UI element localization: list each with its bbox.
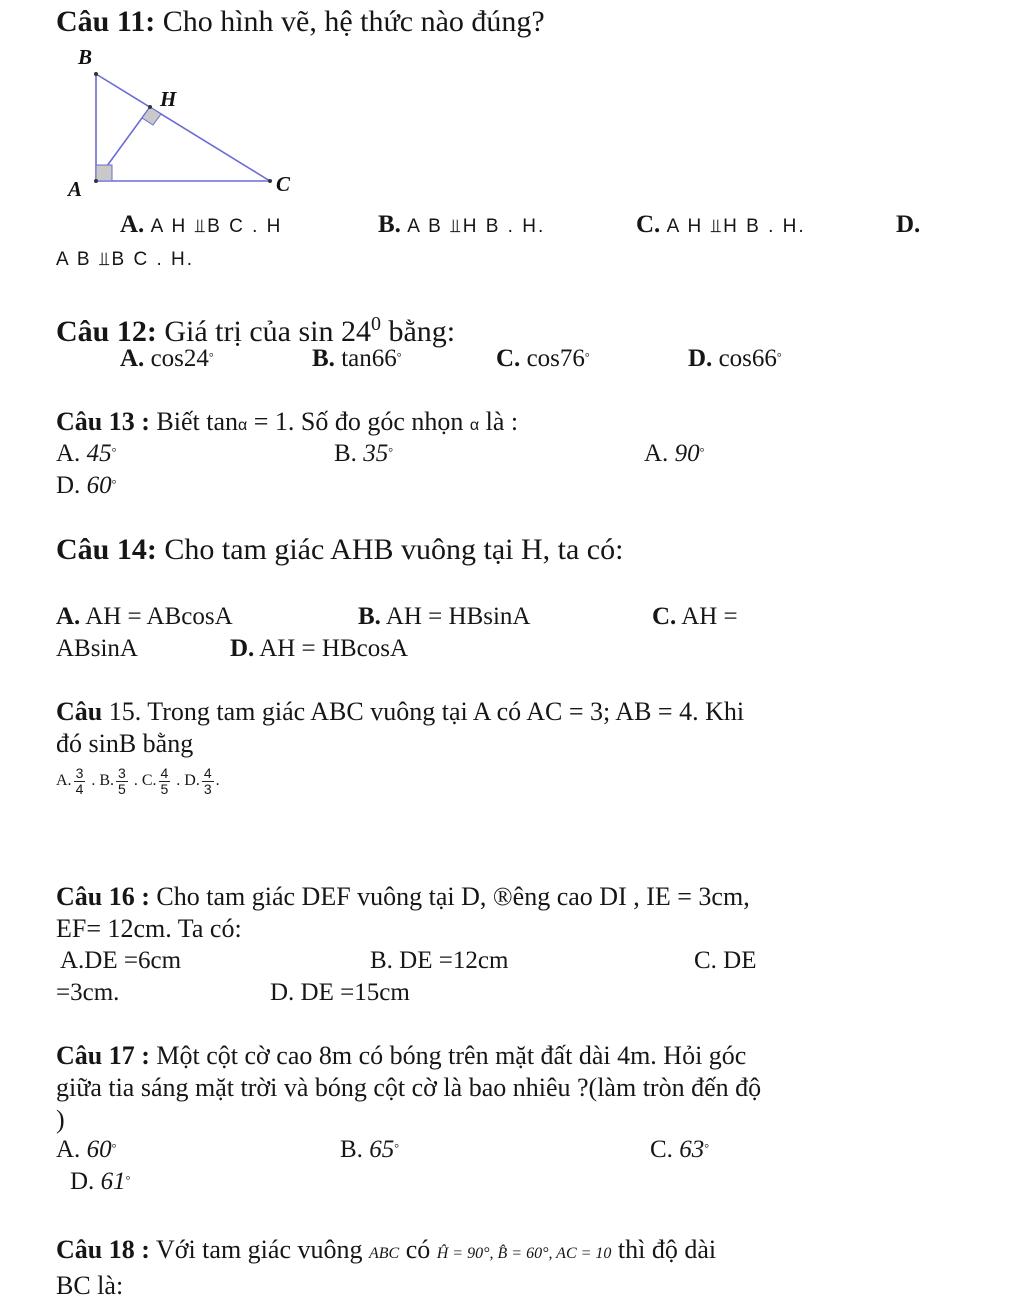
option-letter: . C. — [133, 772, 157, 790]
triangle-figure — [56, 44, 316, 204]
q12-option-d[interactable] — [688, 344, 782, 374]
question-label: Câu 12: — [56, 315, 157, 348]
triangle-name: ABC — [368, 1245, 400, 1262]
q11-option-b[interactable] — [378, 210, 545, 242]
q15-options — [56, 766, 220, 797]
point-b — [94, 72, 98, 76]
degree-sign: ° — [704, 1141, 709, 1155]
point-c — [268, 179, 272, 183]
option-text: A H ⫫H B . H. — [666, 216, 806, 237]
question-label: Câu — [56, 697, 103, 726]
option-value: 45 — [86, 440, 112, 467]
right-angle-mark-h — [142, 107, 161, 125]
option-value: 35 — [363, 440, 389, 467]
option-text: cos24 — [150, 345, 209, 372]
option-letter: C. — [636, 211, 661, 238]
option-letter: A. — [56, 772, 72, 790]
degree-sign: ° — [776, 350, 782, 364]
option-letter: . B. — [91, 772, 115, 790]
question-text: 15. Trong tam giác ABC vuông tại A có AC = 3; AB = 4. Khi — [108, 697, 745, 726]
q17-option-c[interactable] — [650, 1135, 709, 1165]
q16-option-c[interactable] — [694, 946, 757, 976]
option-text: A H ⫫B C . H — [150, 216, 283, 237]
option-letter: A. — [120, 211, 145, 238]
point-a — [94, 179, 98, 183]
option-letter: B. — [358, 603, 381, 630]
option-text: D. DE =15cm — [270, 979, 410, 1006]
option-text: =3cm. — [56, 979, 120, 1006]
option-text: A B ⫫B C . H. — [56, 249, 195, 270]
option-letter: C. — [496, 345, 521, 372]
q14-option-c[interactable] — [652, 602, 738, 632]
degree-sign: ° — [584, 350, 590, 364]
option-text: B. DE =12cm — [370, 947, 509, 974]
option-text: cos76 — [526, 345, 585, 372]
option-text: C. DE — [694, 947, 757, 974]
option-letter: B. — [312, 345, 335, 372]
q16-option-c-cont[interactable] — [56, 978, 119, 1008]
option-text: A B ⫫H B . H. — [407, 216, 546, 237]
q11-option-a[interactable] — [120, 210, 282, 242]
expression-sup: 0 — [370, 313, 381, 335]
denominator: 5 — [118, 781, 126, 797]
option-letter: D. — [70, 1168, 95, 1195]
degree-sign: ° — [699, 445, 705, 459]
question-text: Biết tan — [156, 407, 238, 436]
fraction — [74, 766, 86, 797]
q15-option-c[interactable] — [133, 765, 172, 797]
option-letter: A. — [56, 440, 81, 467]
option-value: 90 — [674, 440, 700, 467]
end-period: . — [215, 772, 220, 790]
option-text: tan66 — [341, 345, 397, 372]
q13-option-2[interactable] — [334, 439, 393, 469]
question-13 — [56, 406, 984, 442]
q11-option-d[interactable] — [56, 243, 194, 275]
question-14 — [56, 532, 984, 568]
question-text: Với tam giác vuông — [155, 1235, 363, 1264]
question-text: Cho tam giác DEF vuông tại D, ®êng cao DI , IE = 3cm, — [156, 882, 750, 911]
question-text-line3: ) — [56, 1105, 65, 1134]
right-angle-mark-a — [96, 165, 112, 181]
option-text: A.DE =6cm — [60, 947, 182, 974]
condition: Ĥ = 90°, B̂ = 60°, AC = 10 — [436, 1245, 612, 1262]
option-text: ABsinA — [56, 635, 138, 662]
option-text: cos66 — [718, 345, 777, 372]
q12-option-c[interactable] — [496, 344, 590, 374]
question-text: Cho hình vẽ, hệ thức nào đúng? — [162, 5, 545, 38]
question-text-line2: EF= 12cm. Ta có: — [56, 914, 242, 943]
question-18 — [56, 1234, 984, 1302]
fraction — [202, 766, 214, 797]
denominator: 3 — [203, 781, 212, 797]
option-text: AH = HBsinA — [385, 603, 531, 630]
numerator: 4 — [160, 765, 169, 781]
degree-sign: ° — [388, 445, 393, 459]
question-text-mid: có — [405, 1235, 431, 1264]
option-letter: C. — [650, 1136, 673, 1163]
q16-option-d[interactable] — [270, 978, 410, 1008]
question-text-mid: = 1. Số đo góc nhọn — [253, 407, 464, 436]
option-letter: A. — [56, 603, 81, 630]
question-text-end: thì độ dài — [617, 1235, 717, 1264]
label-a: A — [68, 177, 83, 201]
degree-sign: ° — [111, 1141, 117, 1155]
option-value: 60 — [86, 472, 112, 499]
alpha-symbol: α — [469, 417, 480, 434]
question-text: Giá trị của sin — [164, 315, 334, 348]
q11-option-c[interactable] — [636, 210, 806, 242]
point-h — [148, 105, 152, 109]
option-text: AH = ABcosA — [85, 603, 233, 630]
q17-option-d[interactable] — [70, 1167, 130, 1197]
denominator: 4 — [75, 781, 84, 797]
question-label: Câu 13 : — [56, 407, 150, 436]
q17-option-b[interactable] — [340, 1135, 399, 1165]
q14-option-a[interactable] — [56, 602, 233, 632]
option-value: 60 — [86, 1136, 112, 1163]
q16-option-a[interactable] — [60, 946, 181, 976]
degree-sign: ° — [111, 445, 117, 459]
label-b: B — [78, 45, 93, 69]
q13-option-4[interactable] — [56, 471, 116, 501]
label-h: H — [160, 87, 177, 111]
option-text: AH = HBcosA — [259, 635, 409, 662]
option-letter: D. — [56, 472, 81, 499]
label-c: C — [276, 172, 291, 196]
degree-sign: ° — [394, 1141, 399, 1155]
question-label: Câu 18 : — [56, 1235, 150, 1264]
denominator: 5 — [160, 781, 169, 797]
option-letter: . D. — [176, 772, 200, 790]
option-letter: A. — [56, 1136, 81, 1163]
question-17 — [56, 1040, 984, 1136]
question-label: Câu 14: — [56, 533, 157, 566]
question-label: Câu 11: — [56, 5, 156, 38]
option-letter: B. — [334, 440, 357, 467]
expression-base: 24 — [340, 315, 371, 348]
degree-sign: ° — [208, 350, 214, 364]
option-letter: A. — [644, 440, 669, 467]
question-16 — [56, 881, 984, 945]
q17-option-a[interactable] — [56, 1135, 116, 1165]
question-text-end: là : — [485, 407, 519, 436]
option-value: 61 — [100, 1168, 126, 1195]
numerator: 3 — [75, 765, 84, 781]
q12-option-a[interactable] — [120, 344, 214, 374]
q15-option-a[interactable] — [56, 765, 87, 797]
numerator: 4 — [203, 765, 212, 781]
q11-option-d-letter[interactable] — [896, 210, 920, 240]
question-text: Cho tam giác AHB vuông tại H, ta có: — [164, 533, 624, 566]
side-bc — [96, 74, 270, 181]
q13-option-3[interactable] — [644, 439, 704, 469]
q13-option-1[interactable] — [56, 439, 116, 469]
question-text-line2: giữa tia sáng mặt trời và bóng cột cờ là bao nhiêu ?(làm tròn đến độ — [56, 1073, 762, 1102]
option-letter: B. — [378, 211, 401, 238]
option-letter: A. — [120, 345, 145, 372]
fraction — [116, 766, 128, 797]
alpha-symbol: α — [238, 417, 248, 434]
q14-option-c-cont[interactable] — [56, 634, 138, 664]
option-value: 63 — [679, 1136, 705, 1163]
q15-option-b[interactable] — [91, 765, 129, 797]
option-letter: D. — [688, 345, 713, 372]
q16-option-b[interactable] — [370, 946, 508, 976]
q12-option-b[interactable] — [312, 344, 402, 374]
question-label: Câu 16 : — [56, 882, 150, 911]
question-11 — [56, 4, 984, 40]
degree-sign: ° — [111, 477, 117, 491]
q14-option-b[interactable] — [358, 602, 530, 632]
option-letter: C. — [652, 603, 677, 630]
question-text-line2: BC là: — [56, 1271, 124, 1300]
numerator: 3 — [118, 765, 126, 781]
question-15 — [56, 696, 984, 760]
q15-option-d[interactable] — [176, 765, 215, 797]
option-text: AH = — [681, 603, 738, 630]
fraction — [159, 766, 171, 797]
option-letter: D. — [896, 211, 921, 238]
question-text-after: bằng: — [388, 315, 456, 348]
q14-option-d[interactable] — [230, 634, 408, 664]
question-text: Một cột cờ cao 8m có bóng trên mặt đất dài 4m. Hỏi góc — [156, 1041, 747, 1070]
option-letter: B. — [340, 1136, 363, 1163]
degree-sign: ° — [396, 350, 402, 364]
question-text-line2: đó sinB bằng — [56, 729, 194, 758]
question-label: Câu 17 : — [56, 1041, 150, 1070]
option-letter: D. — [230, 635, 255, 662]
option-value: 65 — [369, 1136, 395, 1163]
degree-sign: ° — [125, 1173, 131, 1187]
